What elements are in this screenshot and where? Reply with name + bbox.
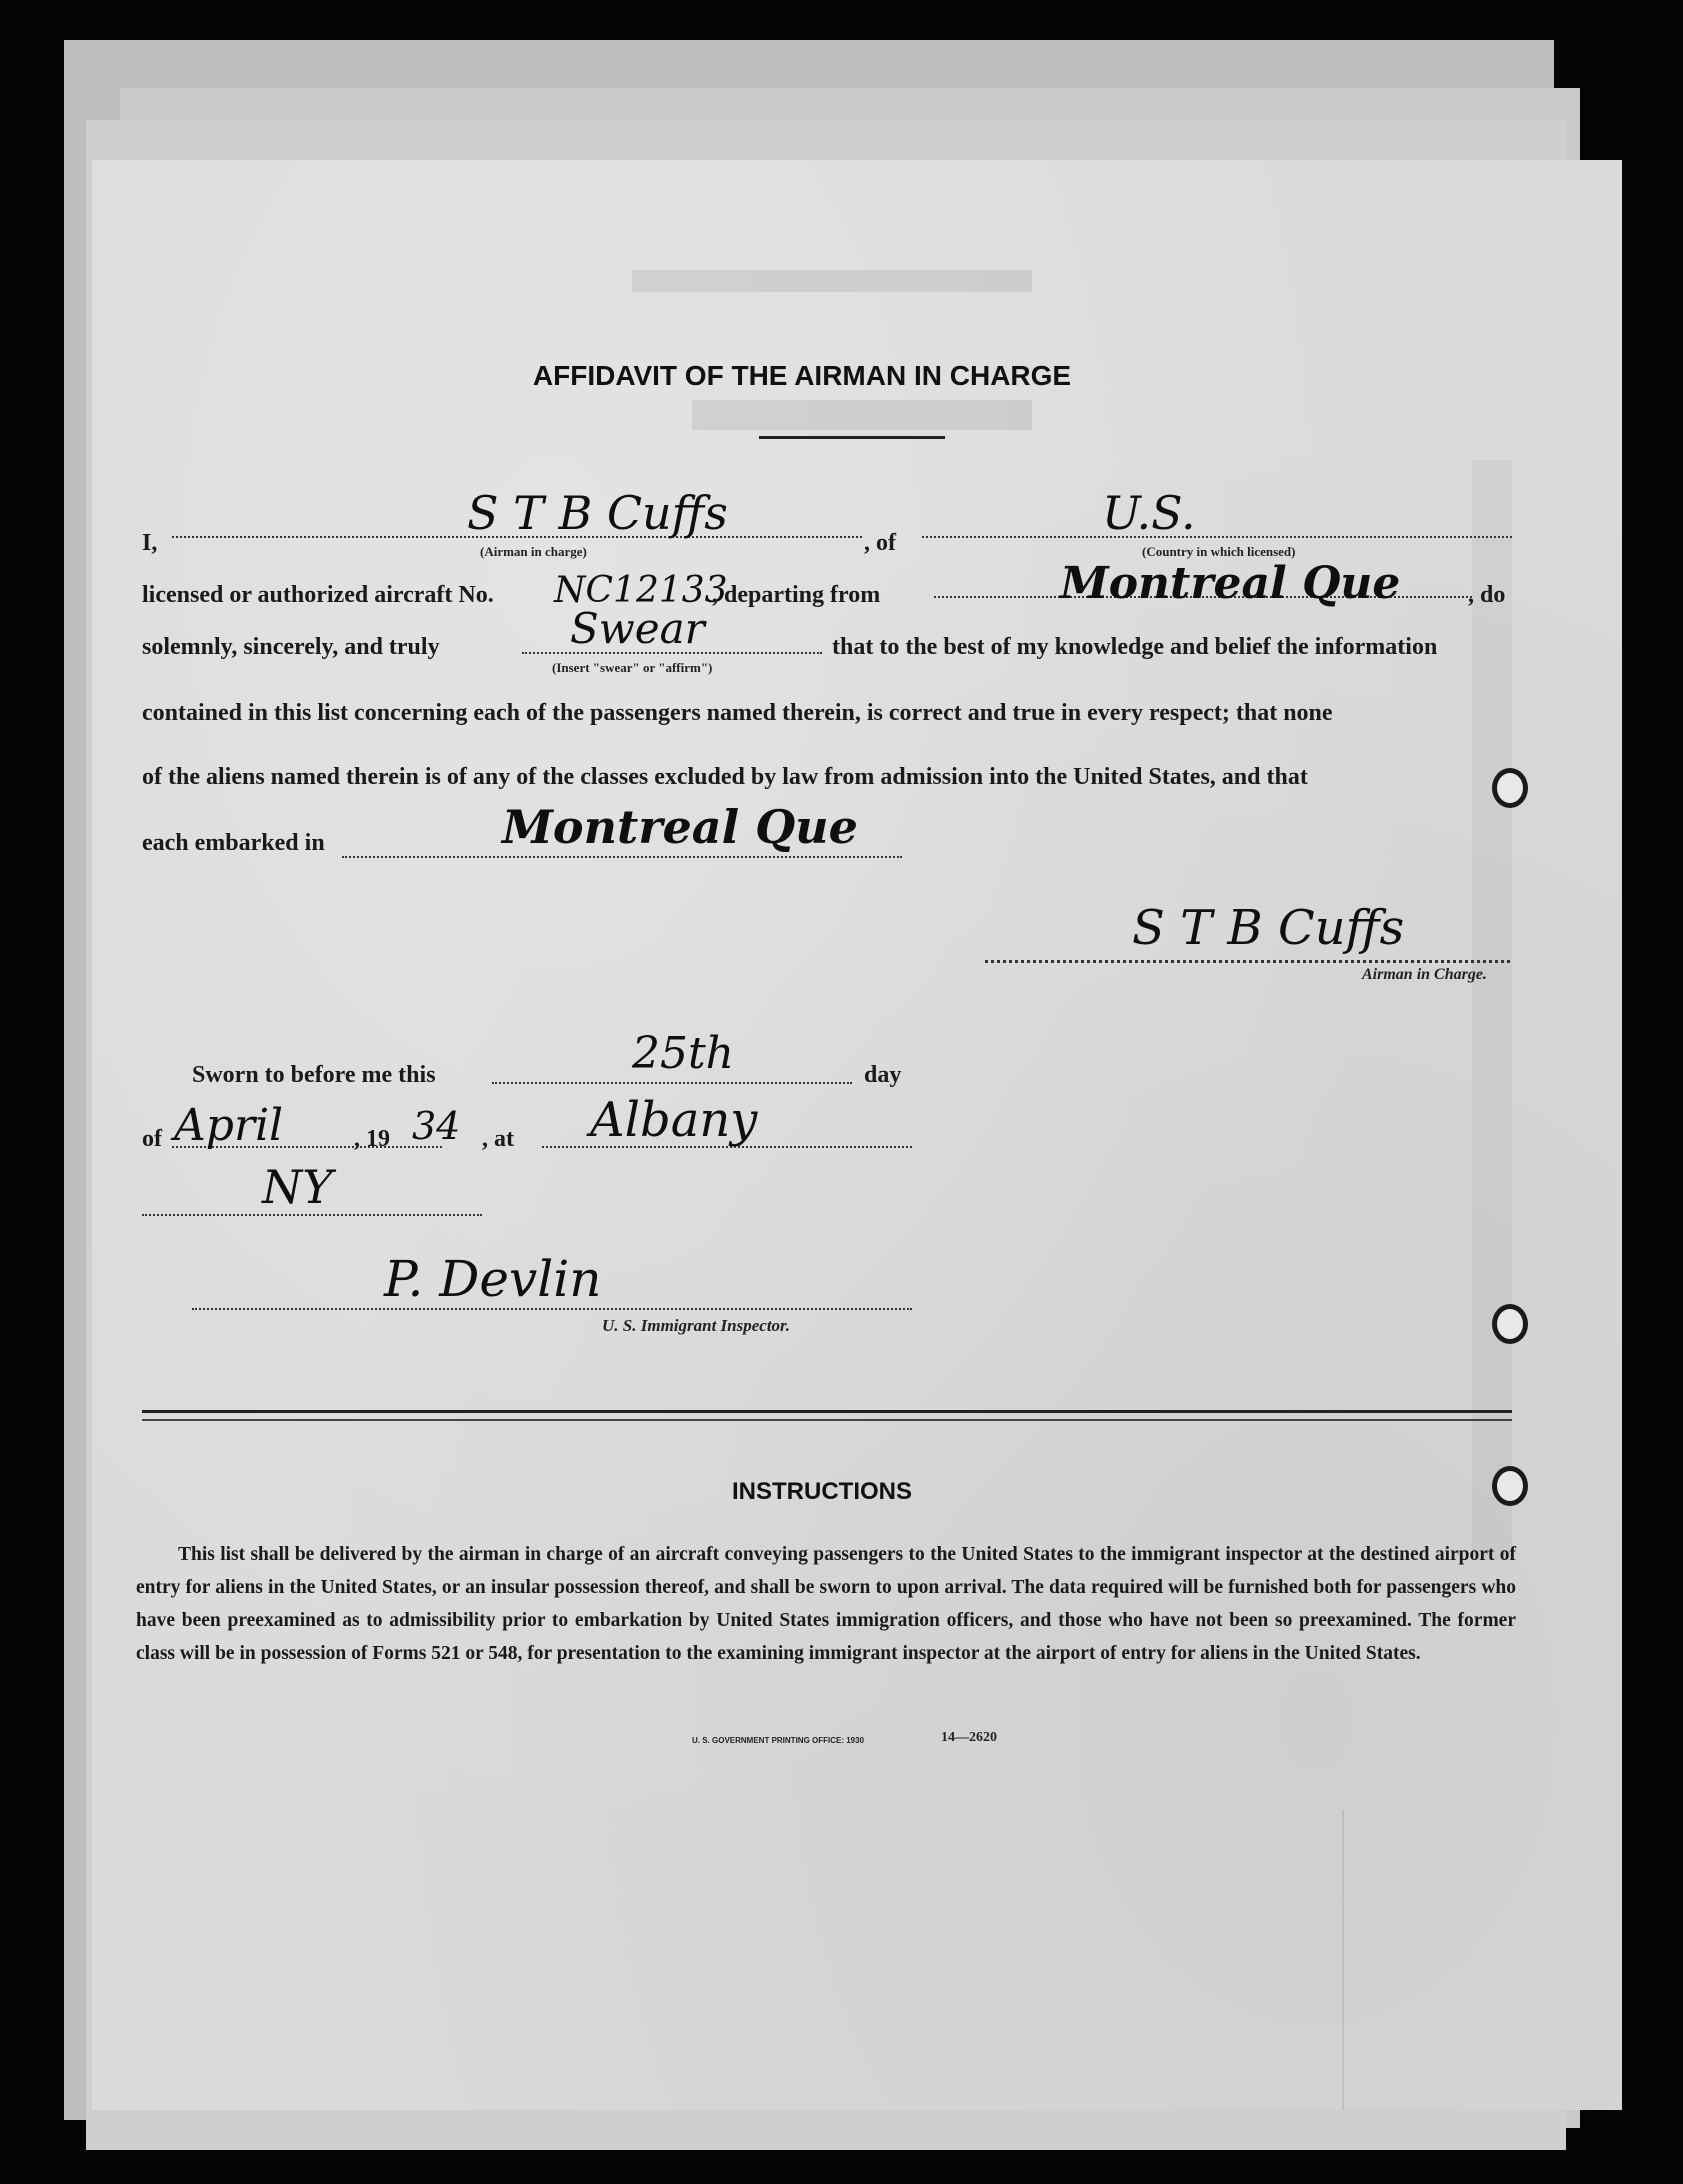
- instructions-heading: INSTRUCTIONS: [732, 1478, 912, 1505]
- airman-signature-line: [985, 960, 1510, 963]
- page-title: AFFIDAVIT OF THE AIRMAN IN CHARGE: [532, 360, 1072, 391]
- day-label: day: [864, 1062, 902, 1088]
- solemnly-label: solemnly, sincerely, and truly: [142, 634, 440, 660]
- of-label: , of: [864, 530, 896, 556]
- departing-label: , departing from: [712, 582, 881, 608]
- form-number: 14—2620: [941, 1730, 997, 1745]
- belief-text: that to the best of my knowledge and belief the information: [832, 634, 1438, 660]
- bleed-through: [1472, 460, 1512, 1560]
- airman-signature: S T B Cuffs: [1132, 900, 1405, 956]
- section-divider: [142, 1419, 1512, 1421]
- sworn-label: Sworn to before me this: [192, 1062, 436, 1088]
- oath-value: Swear: [570, 604, 705, 653]
- place-line-2: [142, 1214, 482, 1216]
- airman-name-caption: (Airman in charge): [480, 544, 587, 559]
- printing-office-imprint: U. S. GOVERNMENT PRINTING OFFICE: 1930: [692, 1736, 865, 1745]
- i-label: I,: [142, 530, 158, 556]
- punch-hole: [1492, 1304, 1528, 1344]
- month-value: April: [174, 1100, 284, 1151]
- instructions-body: This list shall be delivered by the airman in charge of an aircraft conveying passengers to the United States to the immigrant inspector at the destined airport of entry for aliens in the United States, or an insular possession thereof, and shall be sworn to upon arrival. The data required will be furnished both for passengers who have been preexamined as to admissibility prior to embarkation by United States immigration officers, and those who have not been so preexamined. The former class will be in possession of Forms 521 or 548, for presentation to the examining immigrant inspector at the airport of entry for aliens in the United States.: [136, 1544, 1516, 1664]
- section-divider: [142, 1410, 1512, 1413]
- embarked-value: Montreal Que: [502, 800, 858, 854]
- title-rule: [759, 436, 945, 439]
- country-value: U.S.: [1102, 486, 1196, 540]
- affidavit-text-line: contained in this list concerning each of the passengers named therein, is correct and true in every respect; that none: [142, 700, 1333, 726]
- place-value: Albany: [590, 1092, 758, 1148]
- punch-hole: [1492, 1466, 1528, 1506]
- day-line: [492, 1082, 852, 1084]
- punch-hole: [1492, 768, 1528, 808]
- bleed-through: [692, 400, 1032, 430]
- inspector-signature: P. Devlin: [384, 1250, 602, 1308]
- day-value: 25th: [632, 1028, 735, 1079]
- year-value: 34: [412, 1104, 461, 1148]
- affidavit-page: [92, 160, 1622, 2110]
- country-line: [922, 536, 1512, 538]
- embarked-label: each embarked in: [142, 830, 325, 856]
- affidavit-text-line: of the aliens named therein is of any of the classes excluded by law from admission into the United States, and that: [142, 764, 1308, 790]
- embarked-line: [342, 856, 902, 858]
- aircraft-no-value: NC12133: [554, 570, 728, 611]
- airman-name-value: S T B Cuffs: [467, 486, 728, 540]
- place-value-2: NY: [262, 1160, 333, 1214]
- underlying-sheet-edge: [1342, 1810, 1344, 2110]
- year-prefix: , 19: [354, 1126, 390, 1152]
- country-caption: (Country in which licensed): [1142, 544, 1296, 559]
- inspector-caption: U. S. Immigrant Inspector.: [602, 1316, 790, 1335]
- oath-caption: (Insert "swear" or "affirm"): [552, 660, 713, 675]
- inspector-signature-line: [192, 1308, 912, 1310]
- of-label-2: of: [142, 1126, 162, 1152]
- at-label: , at: [482, 1126, 514, 1152]
- departing-from-value: Montreal Que: [1060, 558, 1401, 609]
- bleed-through: [632, 270, 1032, 292]
- do-label: , do: [1468, 582, 1506, 608]
- airman-signature-caption: Airman in Charge.: [1362, 966, 1487, 983]
- aircraft-label: licensed or authorized aircraft No.: [142, 582, 494, 608]
